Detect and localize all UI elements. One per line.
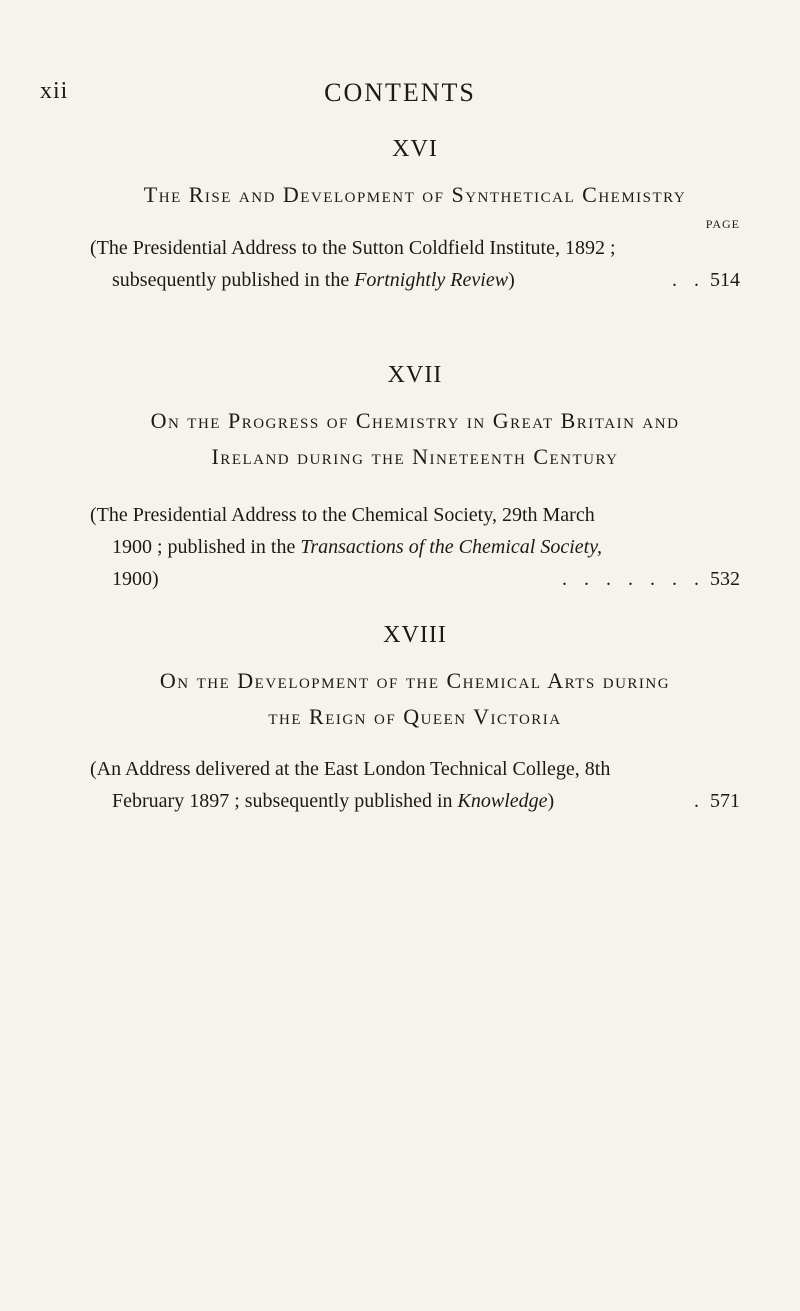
description-line bbox=[90, 531, 740, 563]
leader-dots: . bbox=[694, 790, 705, 812]
chapter-numeral: XVII bbox=[387, 362, 443, 388]
page-reference bbox=[562, 563, 740, 595]
page-number-ref: 532 bbox=[710, 568, 740, 590]
chapter-numeral: XVIII bbox=[383, 622, 447, 648]
publication-title: Fortnightly Review bbox=[354, 269, 509, 291]
description-line bbox=[90, 264, 740, 296]
description-text: February 1897 ; subsequently published in bbox=[112, 790, 458, 812]
contents-entry-xvii bbox=[90, 362, 740, 595]
chapter-description bbox=[90, 753, 740, 817]
description-line: (An Address delivered at the East London Technical College, 8th bbox=[90, 758, 611, 780]
running-title: CONTENTS bbox=[324, 78, 476, 107]
contents-entry-xvi bbox=[90, 136, 740, 296]
description-text: 1900 ; published in the bbox=[112, 536, 301, 558]
page-number-ref: 514 bbox=[710, 269, 740, 291]
page-reference bbox=[694, 785, 740, 817]
description-line: (The Presidential Address to the Chemical Society, 29th March bbox=[90, 504, 595, 526]
publication-title: Transactions of the Chemical Society, bbox=[300, 536, 602, 558]
chapter-description bbox=[90, 232, 740, 296]
chapter-heading: The Rise and Development of Synthetical Chemistry bbox=[143, 182, 687, 207]
page-reference bbox=[672, 264, 740, 296]
description-text: ) bbox=[508, 269, 515, 291]
description-text: 1900) bbox=[112, 568, 159, 590]
running-head bbox=[0, 78, 800, 108]
page-number-ref: 571 bbox=[710, 790, 740, 812]
description-text: ) bbox=[547, 790, 555, 812]
chapter-description bbox=[90, 499, 740, 595]
publication-title: Knowledge bbox=[457, 790, 548, 812]
page-number: xii bbox=[40, 78, 69, 104]
description-line: (The Presidential Address to the Sutton Coldfield Institute, 1892 ; bbox=[90, 237, 616, 259]
chapter-heading: On the Development of the Chemical Arts during bbox=[159, 668, 671, 693]
contents-entry-xviii bbox=[90, 622, 740, 817]
chapter-heading: On the Progress of Chemistry in Great Britain and bbox=[150, 408, 680, 433]
leader-dots: . . bbox=[672, 269, 705, 291]
chapter-heading: Ireland during the Nineteenth Century bbox=[211, 444, 619, 469]
chapter-numeral: XVI bbox=[392, 136, 438, 162]
leader-dots: . . . . . . . bbox=[562, 568, 705, 590]
description-text: subsequently published in the bbox=[112, 269, 355, 291]
chapter-heading: the Reign of Queen Victoria bbox=[268, 704, 562, 729]
description-line bbox=[90, 785, 740, 817]
page-column-label: PAGE bbox=[705, 217, 740, 231]
description-line bbox=[90, 563, 740, 595]
